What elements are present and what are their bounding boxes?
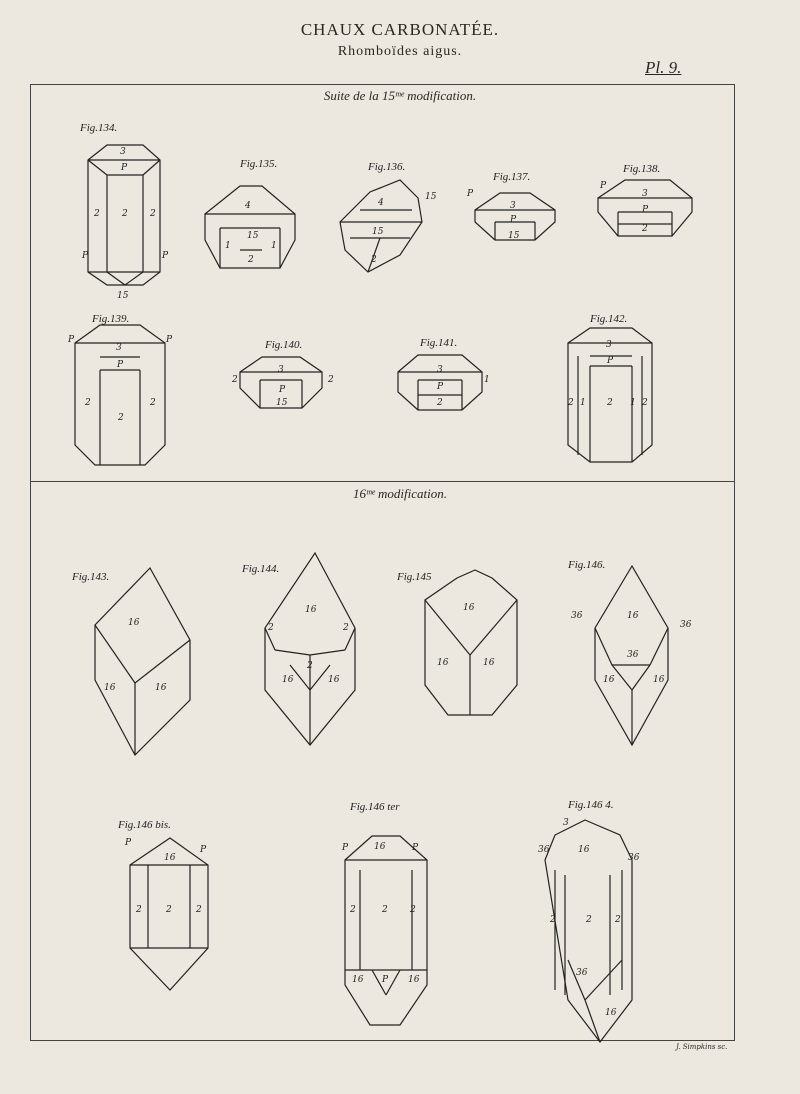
svg-text:15: 15 (508, 231, 520, 241)
svg-text:P: P (117, 360, 124, 370)
section-heading-sixteenth: 16ᵐᵉ modification. (352, 486, 448, 501)
figure-label: Fig.137. (493, 171, 531, 183)
svg-text:2: 2 (150, 398, 156, 408)
svg-text:15: 15 (276, 398, 288, 408)
figure-label: Fig.146. (568, 559, 606, 571)
svg-text:2: 2 (550, 915, 556, 925)
svg-text:2: 2 (328, 375, 334, 385)
svg-text:16: 16 (128, 618, 140, 628)
crystal-fig-138 (598, 180, 692, 236)
svg-text:16: 16 (328, 675, 340, 685)
figure-label: Fig.142. (590, 313, 628, 325)
svg-text:16: 16 (437, 658, 449, 668)
figure-label: Fig.146 ter (350, 801, 400, 813)
svg-text:36: 36 (571, 611, 583, 621)
svg-text:2: 2 (382, 905, 388, 915)
svg-text:1: 1 (271, 241, 277, 251)
crystal-fig-146-ter (341, 836, 427, 1025)
engraver-signature: J. Simpkins sc. (676, 1043, 728, 1051)
crystal-fig-143 (95, 568, 190, 755)
plate-title: CHAUX CARBONATÉE. (300, 20, 500, 39)
crystal-fig-145 (425, 570, 517, 715)
svg-text:3: 3 (278, 365, 284, 375)
crystal-fig-144 (265, 553, 355, 745)
svg-text:36: 36 (576, 968, 588, 978)
svg-text:16: 16 (164, 853, 176, 863)
figure-label: Fig.146 4. (568, 799, 614, 811)
svg-text:P: P (600, 181, 607, 191)
svg-text:2: 2 (166, 905, 172, 915)
figure-label: Fig.144. (242, 563, 280, 575)
svg-text:2: 2 (437, 398, 443, 408)
svg-text:2: 2 (268, 623, 274, 633)
crystal-fig-137 (466, 189, 555, 241)
crystal-fig-135 (205, 186, 295, 268)
svg-text:3: 3 (510, 201, 516, 211)
svg-text:P: P (607, 356, 614, 366)
crystal-fig-146-4 (538, 818, 640, 1042)
svg-text:2: 2 (615, 915, 621, 925)
svg-text:3: 3 (606, 340, 612, 350)
plate-subtitle: Rhomboïdes aigus. (337, 44, 463, 59)
svg-text:2: 2 (196, 905, 202, 915)
svg-text:16: 16 (605, 1008, 617, 1018)
svg-text:15: 15 (372, 227, 384, 237)
svg-text:2: 2 (232, 375, 238, 385)
svg-text:16: 16 (603, 675, 615, 685)
svg-text:16: 16 (483, 658, 495, 668)
crystal-fig-142 (567, 328, 652, 462)
svg-text:P: P (642, 205, 649, 215)
section-heading-continuation: Suite de la 15ᵐᵉ modification. (323, 88, 477, 103)
svg-text:36: 36 (627, 650, 639, 660)
svg-text:16: 16 (155, 683, 167, 693)
crystal-fig-139 (67, 325, 173, 465)
svg-text:15: 15 (117, 291, 129, 301)
svg-text:P: P (82, 251, 89, 261)
crystal-fig-146 (571, 566, 692, 745)
svg-text:1: 1 (225, 241, 231, 251)
svg-text:2: 2 (118, 413, 124, 423)
svg-text:2: 2 (150, 209, 156, 219)
svg-text:16: 16 (408, 975, 420, 985)
figure-label: Fig.139. (92, 313, 130, 325)
svg-text:2: 2 (568, 398, 574, 408)
svg-text:16: 16 (653, 675, 665, 685)
svg-text:P: P (342, 843, 349, 853)
svg-text:15: 15 (425, 192, 437, 202)
plate-number: Pl. 9. (645, 58, 682, 77)
svg-text:16: 16 (282, 675, 294, 685)
figure-label: Fig.143. (72, 571, 110, 583)
svg-text:2: 2 (642, 398, 648, 408)
svg-text:2: 2 (122, 209, 128, 219)
svg-text:2: 2 (136, 905, 142, 915)
figure-label: Fig.138. (623, 163, 661, 175)
svg-text:P: P (121, 163, 128, 173)
svg-text:P: P (510, 215, 517, 225)
svg-text:3: 3 (116, 343, 122, 353)
figure-label: Fig.136. (368, 161, 406, 173)
svg-text:P: P (437, 382, 444, 392)
figure-label: Fig.135. (240, 158, 278, 170)
svg-text:4: 4 (245, 201, 251, 211)
figure-label: Fig.145 (397, 571, 432, 583)
figure-label: Fig.134. (80, 122, 118, 134)
svg-text:2: 2 (410, 905, 416, 915)
crystal-fig-136 (340, 180, 437, 272)
svg-text:16: 16 (104, 683, 116, 693)
svg-text:P: P (68, 335, 75, 345)
svg-text:16: 16 (305, 605, 317, 615)
svg-text:P: P (162, 251, 169, 261)
figure-label: Fig.140. (265, 339, 303, 351)
figure-label: Fig.146 bis. (118, 819, 171, 831)
svg-text:3: 3 (642, 189, 648, 199)
svg-text:2: 2 (307, 661, 313, 671)
svg-text:2: 2 (586, 915, 592, 925)
svg-text:15: 15 (247, 231, 259, 241)
svg-text:1: 1 (580, 398, 586, 408)
svg-text:3: 3 (437, 365, 443, 375)
svg-text:16: 16 (578, 845, 590, 855)
svg-text:16: 16 (463, 603, 475, 613)
svg-text:P: P (200, 845, 207, 855)
svg-text:P: P (412, 843, 419, 853)
svg-text:4: 4 (378, 198, 384, 208)
svg-text:P: P (125, 838, 132, 848)
svg-text:16: 16 (374, 842, 386, 852)
crystal-fig-141 (398, 355, 490, 410)
svg-text:P: P (382, 975, 389, 985)
svg-text:2: 2 (248, 255, 254, 265)
svg-text:P: P (166, 335, 173, 345)
svg-text:2: 2 (350, 905, 356, 915)
svg-text:2: 2 (94, 209, 100, 219)
crystal-fig-140 (231, 357, 334, 408)
crystal-fig-134 (81, 145, 169, 301)
svg-text:2: 2 (607, 398, 613, 408)
svg-text:1: 1 (630, 398, 636, 408)
svg-text:36: 36 (628, 853, 640, 863)
svg-text:3: 3 (563, 818, 569, 828)
crystal-fig-146-bis (124, 838, 208, 990)
svg-text:16: 16 (352, 975, 364, 985)
svg-text:36: 36 (538, 845, 550, 855)
svg-text:P: P (467, 189, 474, 199)
svg-text:2: 2 (343, 623, 349, 633)
svg-text:2: 2 (85, 398, 91, 408)
figure-label: Fig.141. (420, 337, 458, 349)
svg-text:36: 36 (680, 620, 692, 630)
svg-text:2: 2 (642, 224, 648, 234)
svg-text:P: P (279, 385, 286, 395)
svg-text:2: 2 (371, 255, 377, 265)
svg-text:3: 3 (120, 147, 126, 157)
svg-text:1: 1 (484, 375, 490, 385)
svg-text:16: 16 (627, 611, 639, 621)
